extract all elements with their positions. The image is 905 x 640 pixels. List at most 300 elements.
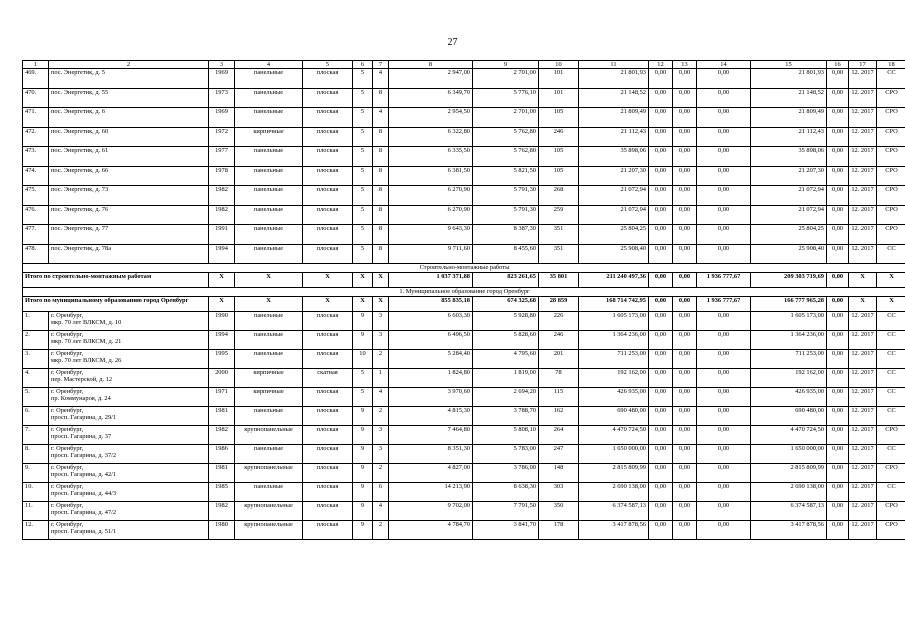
row-number: 6. bbox=[23, 407, 49, 426]
address-cell: пос. Энергетик, д. 60 bbox=[49, 127, 209, 147]
address-city: г. Оренбург, bbox=[51, 483, 84, 490]
column-number: 4 bbox=[235, 61, 303, 69]
cell-cost: 35 898,06 bbox=[579, 147, 649, 167]
cell-area_res: 2 694,20 bbox=[473, 388, 539, 407]
address-city: г. Оренбург, bbox=[51, 388, 84, 395]
cell-area: 14 213,90 bbox=[389, 483, 473, 502]
cell-c13: 0,00 bbox=[673, 331, 697, 350]
address-cell: пос. Энергетик, д. 55 bbox=[49, 88, 209, 108]
column-number-row bbox=[23, 61, 905, 69]
cell-c14: 0,00 bbox=[697, 88, 751, 108]
register-body bbox=[23, 61, 905, 540]
cell-roof: плоская bbox=[303, 244, 353, 264]
cell-area_res: 5 791,30 bbox=[473, 205, 539, 225]
column-number: 5 bbox=[303, 61, 353, 69]
total-people: 35 801 bbox=[539, 273, 579, 288]
cell-c12: 0,00 bbox=[649, 331, 673, 350]
cell-c15: 192 162,00 bbox=[751, 369, 827, 388]
cell-c13: 0,00 bbox=[673, 108, 697, 128]
column-number: 2 bbox=[49, 61, 209, 69]
column-number: 6 bbox=[353, 61, 373, 69]
cell-c14: 0,00 bbox=[697, 147, 751, 167]
cell-roof: плоская bbox=[303, 331, 353, 350]
cell-area: 7 464,80 bbox=[389, 426, 473, 445]
cell-date: 12. 2017 bbox=[849, 331, 877, 350]
cell-ent: 3 bbox=[373, 331, 389, 350]
cell-cost: 3 417 878,56 bbox=[579, 521, 649, 540]
cell-area_res: 5 821,50 bbox=[473, 166, 539, 186]
column-number: 15 bbox=[751, 61, 827, 69]
cell-walls: панельные bbox=[235, 331, 303, 350]
address-street: просп. Гагарина, д. 37 bbox=[51, 433, 112, 441]
cell-c13: 0,00 bbox=[673, 464, 697, 483]
table-row bbox=[23, 312, 905, 331]
cell-c15: 21 801,93 bbox=[751, 69, 827, 89]
cell-c14: 0,00 bbox=[697, 205, 751, 225]
cell-c15: 21 148,52 bbox=[751, 88, 827, 108]
total-c15: 166 777 965,28 bbox=[751, 297, 827, 312]
cell-method: СС bbox=[877, 445, 905, 464]
cell-area_res: 5 808,10 bbox=[473, 426, 539, 445]
cell-c16: 0,00 bbox=[827, 502, 849, 521]
cell-roof: плоская bbox=[303, 350, 353, 369]
cell-c12: 0,00 bbox=[649, 426, 673, 445]
cell-year: 1981 bbox=[209, 407, 235, 426]
cell-cost: 21 072,94 bbox=[579, 186, 649, 206]
cell-area_res: 5 762,80 bbox=[473, 127, 539, 147]
column-number: 14 bbox=[697, 61, 751, 69]
cell-c16: 0,00 bbox=[827, 388, 849, 407]
total-c13: 0,00 bbox=[673, 273, 697, 288]
cell-people: 148 bbox=[539, 464, 579, 483]
cell-walls: крупнопанельные bbox=[235, 464, 303, 483]
cell-cost: 690 480,00 bbox=[579, 407, 649, 426]
row-number: 3. bbox=[23, 350, 49, 369]
cell-people: 350 bbox=[539, 502, 579, 521]
row-number: 11. bbox=[23, 502, 49, 521]
cell-c14: 0,00 bbox=[697, 521, 751, 540]
address-cell: пос. Энергетик, д. 78а bbox=[49, 244, 209, 264]
row-number: 471. bbox=[23, 108, 49, 128]
cell-x: X bbox=[373, 297, 389, 312]
cell-area: 6 349,70 bbox=[389, 88, 473, 108]
cell-roof: плоская bbox=[303, 186, 353, 206]
cell-area: 8 351,30 bbox=[389, 445, 473, 464]
cell-c16: 0,00 bbox=[827, 205, 849, 225]
address-street: просп. Гагарина, д. 51/1 bbox=[51, 528, 117, 536]
cell-area: 3 970,60 bbox=[389, 388, 473, 407]
address-cell bbox=[49, 521, 209, 540]
cell-method: СРО bbox=[877, 88, 905, 108]
cell-c12: 0,00 bbox=[649, 166, 673, 186]
cell-c14: 0,00 bbox=[697, 166, 751, 186]
cell-c16: 0,00 bbox=[827, 88, 849, 108]
address-cell bbox=[49, 331, 209, 350]
cell-people: 351 bbox=[539, 225, 579, 245]
cell-area: 6 335,50 bbox=[389, 147, 473, 167]
cell-c16: 0,00 bbox=[827, 127, 849, 147]
cell-method: СС bbox=[877, 69, 905, 89]
cell-date: 12. 2017 bbox=[849, 388, 877, 407]
cell-year: 1973 bbox=[209, 88, 235, 108]
cell-c13: 0,00 bbox=[673, 312, 697, 331]
cell-walls: панельные bbox=[235, 69, 303, 89]
cell-c12: 0,00 bbox=[649, 186, 673, 206]
row-number: 9. bbox=[23, 464, 49, 483]
table-row bbox=[23, 483, 905, 502]
row-number: 473. bbox=[23, 147, 49, 167]
cell-c12: 0,00 bbox=[649, 312, 673, 331]
cell-method: СС bbox=[877, 312, 905, 331]
cell-c13: 0,00 bbox=[673, 407, 697, 426]
cell-c15: 1 605 173,00 bbox=[751, 312, 827, 331]
column-number: 8 bbox=[389, 61, 473, 69]
cell-roof: плоская bbox=[303, 147, 353, 167]
cell-roof: плоская bbox=[303, 388, 353, 407]
cell-people: 246 bbox=[539, 127, 579, 147]
cell-x: X bbox=[373, 273, 389, 288]
cell-c16: 0,00 bbox=[827, 69, 849, 89]
cell-c15: 2 815 809,99 bbox=[751, 464, 827, 483]
row-number: 10. bbox=[23, 483, 49, 502]
cell-area: 2 947,00 bbox=[389, 69, 473, 89]
column-number: 9 bbox=[473, 61, 539, 69]
cell-c12: 0,00 bbox=[649, 502, 673, 521]
cell-floors: 5 bbox=[353, 388, 373, 407]
cell-people: 264 bbox=[539, 426, 579, 445]
cell-cost: 21 801,93 bbox=[579, 69, 649, 89]
address-cell bbox=[49, 426, 209, 445]
cell-cost: 426 935,00 bbox=[579, 388, 649, 407]
cell-year: 1981 bbox=[209, 464, 235, 483]
cell-c16: 0,00 bbox=[827, 426, 849, 445]
cell-ent: 2 bbox=[373, 407, 389, 426]
cell-c14: 0,00 bbox=[697, 127, 751, 147]
cell-floors: 9 bbox=[353, 331, 373, 350]
address-cell bbox=[49, 445, 209, 464]
cell-ent: 8 bbox=[373, 244, 389, 264]
cell-ent: 8 bbox=[373, 147, 389, 167]
cell-c14: 0,00 bbox=[697, 464, 751, 483]
cell-people: 201 bbox=[539, 350, 579, 369]
total-label: Итого по муниципальному образованию город Оренбург bbox=[23, 297, 209, 312]
cell-floors: 9 bbox=[353, 312, 373, 331]
cell-ent: 2 bbox=[373, 521, 389, 540]
cell-method: СС bbox=[877, 244, 905, 264]
cell-walls: кирпичные bbox=[235, 388, 303, 407]
cell-area: 4 815,30 bbox=[389, 407, 473, 426]
cell-c13: 0,00 bbox=[673, 445, 697, 464]
table-row bbox=[23, 108, 905, 128]
cell-walls: панельные bbox=[235, 225, 303, 245]
table-row bbox=[23, 166, 905, 186]
cell-c14: 0,00 bbox=[697, 426, 751, 445]
cell-date: 12. 2017 bbox=[849, 350, 877, 369]
row-number: 475. bbox=[23, 186, 49, 206]
cell-people: 303 bbox=[539, 483, 579, 502]
cell-c15: 21 072,94 bbox=[751, 186, 827, 206]
cell-c16: 0,00 bbox=[827, 407, 849, 426]
address-street: мкр. 70 лет ВЛКСМ, д. 21 bbox=[51, 338, 122, 346]
cell-c13: 0,00 bbox=[673, 88, 697, 108]
cell-method: СС bbox=[877, 369, 905, 388]
table-row bbox=[23, 147, 905, 167]
address-cell bbox=[49, 369, 209, 388]
address-street: мкр. 70 лет ВЛКСМ, д. 10 bbox=[51, 319, 122, 327]
cell-floors: 5 bbox=[353, 244, 373, 264]
cell-floors: 5 bbox=[353, 205, 373, 225]
cell-c12: 0,00 bbox=[649, 88, 673, 108]
cell-x: X bbox=[235, 273, 303, 288]
column-number: 1 bbox=[23, 61, 49, 69]
cell-people: 162 bbox=[539, 407, 579, 426]
cell-c15: 2 690 138,00 bbox=[751, 483, 827, 502]
cell-walls: панельные bbox=[235, 445, 303, 464]
cell-ent: 4 bbox=[373, 502, 389, 521]
cell-floors: 5 bbox=[353, 225, 373, 245]
cell-c14: 0,00 bbox=[697, 350, 751, 369]
cell-area_res: 8 387,30 bbox=[473, 225, 539, 245]
cell-roof: плоская bbox=[303, 205, 353, 225]
address-cell: пос. Энергетик, д. 77 bbox=[49, 225, 209, 245]
table-row bbox=[23, 521, 905, 540]
cell-people: 259 bbox=[539, 205, 579, 225]
cell-year: 1991 bbox=[209, 225, 235, 245]
cell-year: 1986 bbox=[209, 445, 235, 464]
total-label: Итого по строительно-монтажным работам bbox=[23, 273, 209, 288]
cell-floors: 5 bbox=[353, 186, 373, 206]
section-works bbox=[23, 264, 905, 273]
table-row bbox=[23, 205, 905, 225]
cell-date: 12. 2017 bbox=[849, 108, 877, 128]
cell-c16: 0,00 bbox=[827, 166, 849, 186]
cell-people: 247 bbox=[539, 445, 579, 464]
address-city: г. Оренбург, bbox=[51, 407, 84, 414]
cell-c14: 0,00 bbox=[697, 331, 751, 350]
column-number: 7 bbox=[373, 61, 389, 69]
row-number: 2. bbox=[23, 331, 49, 350]
cell-cost: 25 908,40 bbox=[579, 244, 649, 264]
cell-floors: 5 bbox=[353, 147, 373, 167]
cell-c14: 0,00 bbox=[697, 369, 751, 388]
cell-area: 4 784,70 bbox=[389, 521, 473, 540]
cell-ent: 3 bbox=[373, 312, 389, 331]
cell-date: 12. 2017 bbox=[849, 369, 877, 388]
cell-date: 12. 2017 bbox=[849, 426, 877, 445]
cell-floors: 9 bbox=[353, 426, 373, 445]
cell-c12: 0,00 bbox=[649, 350, 673, 369]
cell-c15: 21 809,49 bbox=[751, 108, 827, 128]
cell-c13: 0,00 bbox=[673, 483, 697, 502]
cell-c15: 21 072,94 bbox=[751, 205, 827, 225]
section-city bbox=[23, 288, 905, 297]
address-city: г. Оренбург, bbox=[51, 521, 84, 528]
cell-year: 1982 bbox=[209, 502, 235, 521]
address-cell bbox=[49, 483, 209, 502]
total-works-row bbox=[23, 273, 905, 288]
table-row bbox=[23, 127, 905, 147]
table-row bbox=[23, 426, 905, 445]
cell-area_res: 5 762,80 bbox=[473, 147, 539, 167]
cell-c15: 1 364 236,00 bbox=[751, 331, 827, 350]
table-row bbox=[23, 186, 905, 206]
cell-method: СС bbox=[877, 483, 905, 502]
cell-year: 1969 bbox=[209, 69, 235, 89]
cell-cost: 21 207,30 bbox=[579, 166, 649, 186]
cell-year: 1994 bbox=[209, 331, 235, 350]
cell-year: 1969 bbox=[209, 108, 235, 128]
cell-c13: 0,00 bbox=[673, 186, 697, 206]
cell-c14: 0,00 bbox=[697, 186, 751, 206]
cell-floors: 5 bbox=[353, 88, 373, 108]
cell-ent: 8 bbox=[373, 166, 389, 186]
cell-walls: панельные bbox=[235, 88, 303, 108]
cell-x: X bbox=[877, 297, 905, 312]
cell-x: X bbox=[353, 297, 373, 312]
cell-area: 6 603,30 bbox=[389, 312, 473, 331]
table-row bbox=[23, 244, 905, 264]
cell-floors: 9 bbox=[353, 407, 373, 426]
cell-c12: 0,00 bbox=[649, 244, 673, 264]
table-row bbox=[23, 369, 905, 388]
cell-c16: 0,00 bbox=[827, 186, 849, 206]
cell-method: СРО bbox=[877, 426, 905, 445]
cell-method: СРО bbox=[877, 225, 905, 245]
cell-walls: панельные bbox=[235, 147, 303, 167]
cell-c16: 0,00 bbox=[827, 244, 849, 264]
cell-roof: плоская bbox=[303, 88, 353, 108]
cell-walls: кирпичные bbox=[235, 127, 303, 147]
cell-year: 1985 bbox=[209, 483, 235, 502]
address-city: г. Оренбург, bbox=[51, 464, 84, 471]
cell-c14: 0,00 bbox=[697, 244, 751, 264]
table-row bbox=[23, 502, 905, 521]
cell-c12: 0,00 bbox=[649, 108, 673, 128]
cell-c16: 0,00 bbox=[827, 369, 849, 388]
cell-cost: 21 809,49 bbox=[579, 108, 649, 128]
address-cell: пос. Энергетик, д. 73 bbox=[49, 186, 209, 206]
cell-c13: 0,00 bbox=[673, 166, 697, 186]
cell-c16: 0,00 bbox=[827, 445, 849, 464]
cell-cost: 1 650 000,00 bbox=[579, 445, 649, 464]
cell-walls: панельные bbox=[235, 407, 303, 426]
cell-people: 246 bbox=[539, 331, 579, 350]
cell-c15: 21 207,30 bbox=[751, 166, 827, 186]
cell-c12: 0,00 bbox=[649, 147, 673, 167]
cell-ent: 6 bbox=[373, 483, 389, 502]
cell-area: 6 270,90 bbox=[389, 205, 473, 225]
row-number: 478. bbox=[23, 244, 49, 264]
address-cell bbox=[49, 502, 209, 521]
cell-date: 12. 2017 bbox=[849, 186, 877, 206]
cell-walls: кирпичные bbox=[235, 369, 303, 388]
column-number: 16 bbox=[827, 61, 849, 69]
cell-c16: 0,00 bbox=[827, 108, 849, 128]
cell-area_res: 8 638,30 bbox=[473, 483, 539, 502]
total-area_res: 823 261,65 bbox=[473, 273, 539, 288]
cell-roof: скатная bbox=[303, 369, 353, 388]
cell-area: 9 643,30 bbox=[389, 225, 473, 245]
cell-cost: 4 470 724,50 bbox=[579, 426, 649, 445]
cell-roof: плоская bbox=[303, 521, 353, 540]
cell-people: 268 bbox=[539, 186, 579, 206]
cell-floors: 10 bbox=[353, 350, 373, 369]
cell-x: X bbox=[303, 297, 353, 312]
cell-area_res: 4 795,60 bbox=[473, 350, 539, 369]
cell-date: 12. 2017 bbox=[849, 483, 877, 502]
total-city-row bbox=[23, 297, 905, 312]
cell-people: 78 bbox=[539, 369, 579, 388]
cell-roof: плоская bbox=[303, 127, 353, 147]
cell-date: 12. 2017 bbox=[849, 521, 877, 540]
cell-walls: панельные bbox=[235, 166, 303, 186]
table-row bbox=[23, 69, 905, 89]
table-row bbox=[23, 88, 905, 108]
cell-walls: крупнопанельные bbox=[235, 521, 303, 540]
address-street: пр. Коммунаров, д. 24 bbox=[51, 395, 111, 403]
cell-floors: 5 bbox=[353, 166, 373, 186]
cell-c14: 0,00 bbox=[697, 312, 751, 331]
total-c16: 0,00 bbox=[827, 273, 849, 288]
address-city: г. Оренбург, bbox=[51, 369, 84, 376]
cell-method: СРО bbox=[877, 147, 905, 167]
cell-ent: 8 bbox=[373, 225, 389, 245]
cell-year: 1995 bbox=[209, 350, 235, 369]
row-number: 1. bbox=[23, 312, 49, 331]
cell-area_res: 5 791,30 bbox=[473, 186, 539, 206]
cell-c13: 0,00 bbox=[673, 502, 697, 521]
cell-c14: 0,00 bbox=[697, 445, 751, 464]
cell-area_res: 1 819,00 bbox=[473, 369, 539, 388]
total-c15: 209 303 719,69 bbox=[751, 273, 827, 288]
cell-walls: панельные bbox=[235, 244, 303, 264]
cell-people: 115 bbox=[539, 388, 579, 407]
cell-ent: 2 bbox=[373, 464, 389, 483]
cell-roof: плоская bbox=[303, 445, 353, 464]
cell-method: СС bbox=[877, 350, 905, 369]
cell-c12: 0,00 bbox=[649, 369, 673, 388]
cell-cost: 2 690 138,00 bbox=[579, 483, 649, 502]
cell-x: X bbox=[209, 297, 235, 312]
register-table bbox=[22, 60, 905, 540]
row-number: 5. bbox=[23, 388, 49, 407]
section-works-title: Строительно-монтажные работы bbox=[23, 264, 905, 273]
cell-people: 226 bbox=[539, 312, 579, 331]
table-row bbox=[23, 388, 905, 407]
total-c13: 0,00 bbox=[673, 297, 697, 312]
cell-c13: 0,00 bbox=[673, 388, 697, 407]
address-street: просп. Гагарина, д. 42/1 bbox=[51, 471, 117, 479]
cell-c12: 0,00 bbox=[649, 127, 673, 147]
address-cell bbox=[49, 350, 209, 369]
table-row bbox=[23, 407, 905, 426]
cell-people: 105 bbox=[539, 147, 579, 167]
address-street: мкр. 70 лет ВЛКСМ, д. 26 bbox=[51, 357, 122, 365]
cell-ent: 3 bbox=[373, 445, 389, 464]
page-number: 27 bbox=[447, 37, 458, 48]
cell-area_res: 3 786,00 bbox=[473, 464, 539, 483]
cell-ent: 4 bbox=[373, 388, 389, 407]
cell-c12: 0,00 bbox=[649, 407, 673, 426]
cell-cost: 21 072,94 bbox=[579, 205, 649, 225]
cell-date: 12. 2017 bbox=[849, 407, 877, 426]
cell-year: 1980 bbox=[209, 521, 235, 540]
cell-c14: 0,00 bbox=[697, 483, 751, 502]
cell-ent: 4 bbox=[373, 69, 389, 89]
cell-c16: 0,00 bbox=[827, 464, 849, 483]
cell-area_res: 2 701,00 bbox=[473, 108, 539, 128]
total-c14: 1 936 777,67 bbox=[697, 297, 751, 312]
